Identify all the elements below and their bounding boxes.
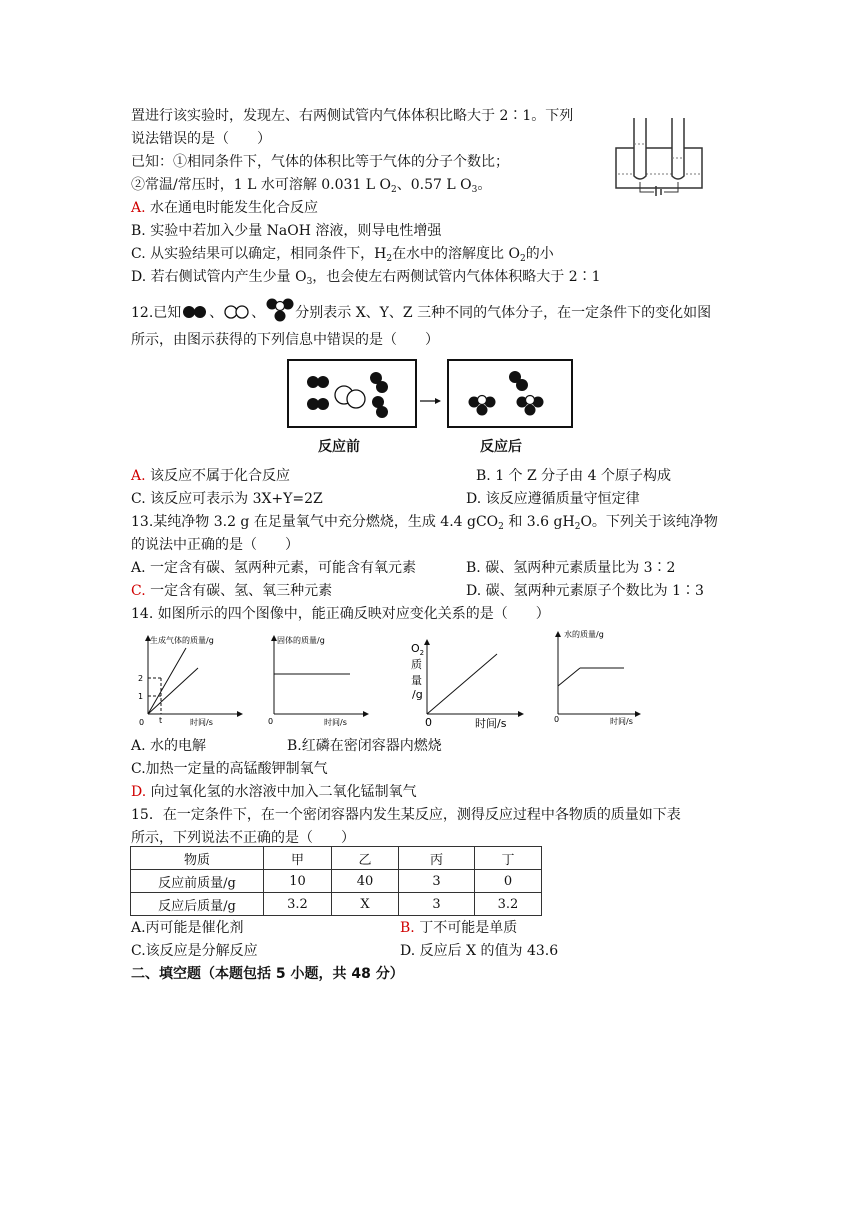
y-molecule-icon (223, 304, 251, 320)
table-header-cell: 乙 (332, 847, 399, 870)
graph-4 (548, 626, 648, 726)
graph-3 (405, 634, 530, 730)
g1-tick-1: 1 (138, 692, 144, 701)
table-cell: 3.2 (264, 893, 332, 916)
table-cell: 40 (332, 870, 399, 893)
g1-tick-t: t (159, 716, 163, 725)
q13-stem-line2: 的说法中正确的是（ ） (131, 537, 299, 553)
table-cell: 反应后质量/g (131, 893, 264, 916)
q12-option-b: B. 1 个 Z 分子由 4 个原子构成 (476, 468, 671, 484)
q14-option-b: B.红磷在密闭容器内燃烧 (287, 738, 442, 754)
table-row (131, 870, 542, 893)
before-label: 反应前 (318, 439, 360, 455)
g3-ylabel-o: $O_2$ (411, 642, 425, 657)
table-row (131, 893, 542, 916)
q15-option-d: D. 反应后 X 的值为 43.6 (400, 943, 559, 959)
q15-stem-line1: 15．在一定条件下，在一个密闭容器内发生某反应，测得反应过程中各物质的质量如下表 (131, 807, 681, 823)
q11-stem-line1: 置进行该实验时，发现左、右两侧试管内气体体积比略大于 2∶1。下列 (131, 108, 574, 124)
g3-origin: 0 (425, 716, 432, 729)
q15-option-a: A.丙可能是催化剂 (131, 920, 244, 936)
q11-option-d: D. 若右侧试管内产生少量 $O_3$，也会使左右两侧试管内气体体积略大于 2∶1 (131, 269, 601, 287)
q12-stem-line2: 所示，由图示获得的下列信息中错误的是（ ） (131, 332, 439, 348)
g1-xlabel: 时间/s (190, 718, 213, 727)
q14-option-a: A. 水的电解 (131, 738, 207, 754)
q11-known-1: 已知：①相同条件下，气体的体积比等于气体的分子个数比； (131, 154, 509, 170)
electrolysis-apparatus-figure (610, 104, 710, 196)
table-header-cell: 丙 (399, 847, 475, 870)
graph-1 (128, 632, 248, 728)
table-cell: 10 (264, 870, 332, 893)
table-cell: 3.2 (475, 893, 542, 916)
g3-xlabel: 时间/s (475, 717, 507, 730)
table-header-row (131, 847, 542, 870)
q12-stem-line1: 12.已知 、 、 分别表示 X、Y、Z 三种不同的气体分子，在一定条件下的变化如图 (131, 297, 711, 323)
x-molecule-icon (181, 304, 209, 320)
q14-option-c: C.加热一定量的高锰酸钾制氧气 (131, 761, 328, 777)
q15-stem-line2: 所示，下列说法不正确的是（ ） (131, 830, 355, 846)
after-box (448, 360, 572, 427)
graph-2 (262, 632, 382, 728)
g1-origin: 0 (139, 718, 145, 727)
g2-ylabel: 固体的质量/g (277, 636, 325, 645)
q14-stem: 14. 如图所示的四个图像中，能正确反映对应变化关系的是（ ） (131, 606, 550, 622)
g4-xlabel: 时间/s (610, 717, 633, 726)
q12-option-a: A. 该反应不属于化合反应 (131, 468, 291, 484)
table-cell: X (332, 893, 399, 916)
q13-option-a: A. 一定含有碳、氢两种元素，可能含有氧元素 (131, 560, 417, 576)
q13-stem-line1: 13.某纯净物 3.2 g 在足量氧气中充分燃烧，生成 4.4 gCO$_2$ 和 3.6 $gH_2O$。下列关于该纯净物 (131, 514, 718, 532)
g2-xlabel: 时间/s (324, 718, 347, 727)
q13-option-d: D. 碳、氢两种元素原子个数比为 1∶3 (466, 583, 704, 599)
q12-option-c: C. 该反应可表示为 3X+Y=2Z (131, 491, 323, 507)
g3-ylabel-zhi: 质 (411, 658, 422, 671)
section-2-heading: 二、填空题（本题包括 5 小题，共 48 分） (131, 966, 404, 982)
q11-option-c: C. 从实验结果可以确定，相同条件下，$H_2$在水中的溶解度比 $O_2$的小 (131, 246, 554, 264)
q15-option-c: C.该反应是分解反应 (131, 943, 258, 959)
q14-option-d: D. 向过氧化氢的水溶液中加入二氧化锰制氧气 (131, 784, 417, 800)
z-molecule-icon (265, 297, 295, 323)
after-label: 反应后 (480, 439, 522, 455)
q11-option-a: A. 水在通电时能发生化合反应 (131, 200, 319, 216)
q12-option-d: D. 该反应遵循质量守恒定律 (466, 491, 640, 507)
g3-ylabel-liang: 量 (411, 674, 422, 687)
table-header-cell: 物质 (131, 847, 264, 870)
q11-option-b: B. 实验中若加入少量 NaOH 溶液，则导电性增强 (131, 223, 442, 239)
g1-ylabel: 生成气体的质量/g (150, 636, 214, 645)
mass-table (130, 846, 542, 916)
table-cell: 3 (399, 893, 475, 916)
q11-stem-line2: 说法错误的是（ ） (131, 131, 271, 147)
table-cell: 0 (475, 870, 542, 893)
table-cell: 反应前质量/g (131, 870, 264, 893)
g3-ylabel-unit: /g (412, 688, 423, 701)
g4-origin: 0 (554, 715, 560, 724)
table-cell: 3 (399, 870, 475, 893)
table-header-cell: 丁 (475, 847, 542, 870)
q11-known-2: ②常温/常压时，1 L 水可溶解 0.031 L $O_2$、0.57 L $O_3$。 (131, 177, 492, 195)
g2-origin: 0 (268, 717, 274, 726)
q13-option-b: B. 碳、氢两种元素质量比为 3∶2 (466, 560, 676, 576)
g4-ylabel: 水的质量/g (564, 630, 604, 639)
q15-option-b: B. 丁不可能是单质 (400, 920, 518, 936)
q13-option-c: C. 一定含有碳、氢、氧三种元素 (131, 583, 333, 599)
table-header-cell: 甲 (264, 847, 332, 870)
g1-tick-2: 2 (138, 674, 144, 683)
